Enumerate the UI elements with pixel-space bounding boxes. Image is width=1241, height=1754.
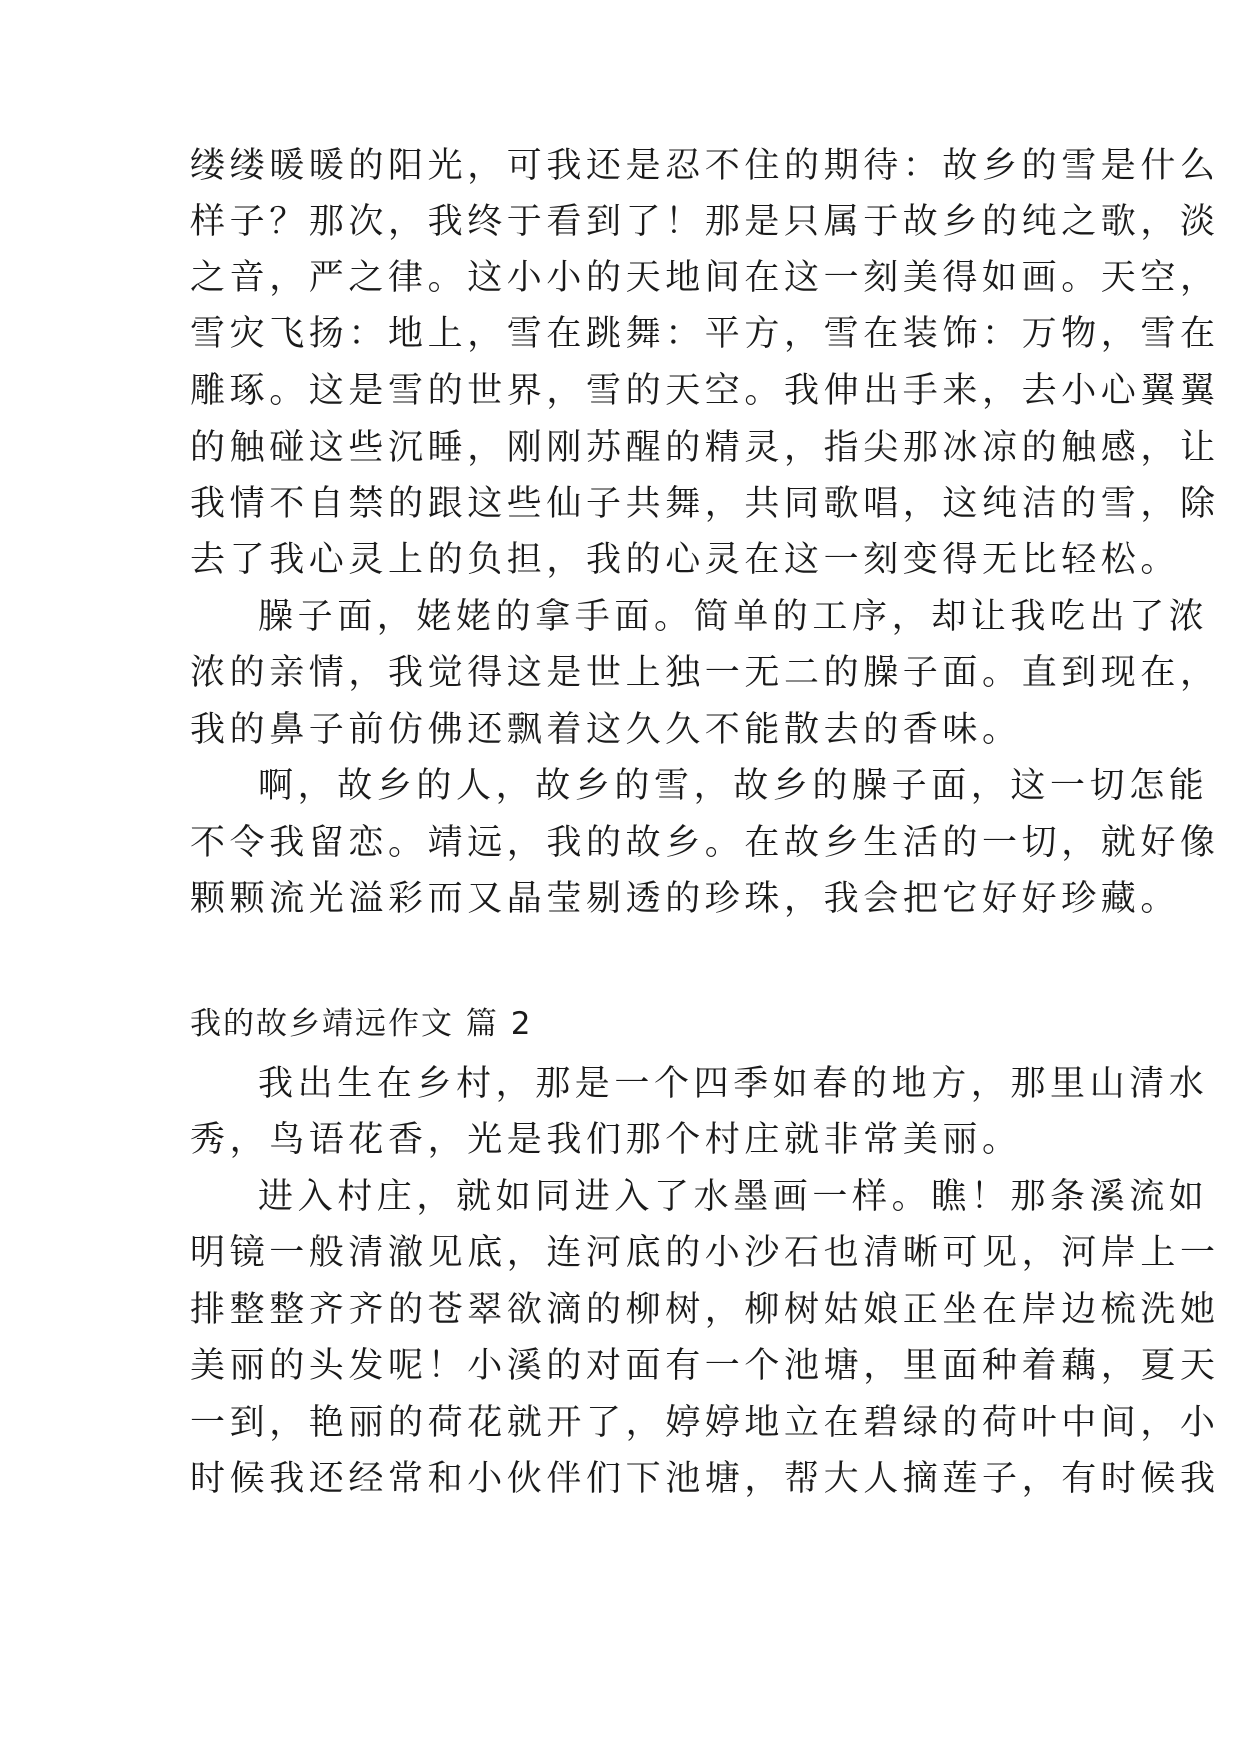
paragraph-line: 美丽的头发呢！小溪的对面有一个池塘，里面种着藕，夏天: [190, 1346, 1220, 1386]
paragraph-line: 时候我还经常和小伙伴们下池塘，帮大人摘莲子，有时候我: [190, 1459, 1220, 1499]
paragraph-line: 进入村庄，就如同进入了水墨画一样。瞧！那条溪流如: [258, 1177, 1209, 1217]
paragraph-line: 的触碰这些沉睡，刚刚苏醒的精灵，指尖那冰凉的触感，让: [190, 428, 1220, 468]
paragraph-line: 我出生在乡村，那是一个四季如春的地方，那里山清水: [258, 1064, 1209, 1104]
paragraph-line: 不令我留恋。靖远，我的故乡。在故乡生活的一切，就好像: [190, 823, 1220, 863]
paragraph-line: 浓的亲情，我觉得这是世上独一无二的臊子面。直到现在，: [190, 653, 1220, 693]
paragraph-line: 样子？那次，我终于看到了！那是只属于故乡的纯之歌，淡: [190, 202, 1220, 242]
paragraph-line: 雪灾飞扬：地上，雪在跳舞：平方，雪在装饰：万物，雪在: [190, 314, 1220, 354]
section-heading: 我的故乡靖远作文 篇 2: [190, 1006, 533, 1042]
paragraph-line: 雕琢。这是雪的世界，雪的天空。我伸出手来，去小心翼翼: [190, 371, 1220, 411]
paragraph-line: 缕缕暖暖的阳光，可我还是忍不住的期待：故乡的雪是什么: [190, 146, 1220, 186]
paragraph-line: 一到，艳丽的荷花就开了，婷婷地立在碧绿的荷叶中间，小: [190, 1403, 1220, 1443]
paragraph-line: 啊，故乡的人，故乡的雪，故乡的臊子面，这一切怎能: [258, 766, 1209, 806]
paragraph-line: 颗颗流光溢彩而又晶莹剔透的珍珠，我会把它好好珍藏。: [190, 879, 1181, 919]
paragraph-line: 排整整齐齐的苍翠欲滴的柳树，柳树姑娘正坐在岸边梳洗她: [190, 1290, 1220, 1330]
paragraph-line: 臊子面，姥姥的拿手面。简单的工序，却让我吃出了浓: [258, 597, 1209, 637]
paragraph-line: 去了我心灵上的负担，我的心灵在这一刻变得无比轻松。: [190, 540, 1181, 580]
paragraph-line: 明镜一般清澈见底，连河底的小沙石也清晰可见，河岸上一: [190, 1233, 1220, 1273]
paragraph-line: 我情不自禁的跟这些仙子共舞，共同歌唱，这纯洁的雪，除: [190, 484, 1220, 524]
paragraph-line: 之音，严之律。这小小的天地间在这一刻美得如画。天空，: [190, 258, 1220, 298]
paragraph-line: 我的鼻子前仿佛还飘着这久久不能散去的香味。: [190, 710, 1022, 750]
paragraph-line: 秀，鸟语花香，光是我们那个村庄就非常美丽。: [190, 1120, 1022, 1160]
